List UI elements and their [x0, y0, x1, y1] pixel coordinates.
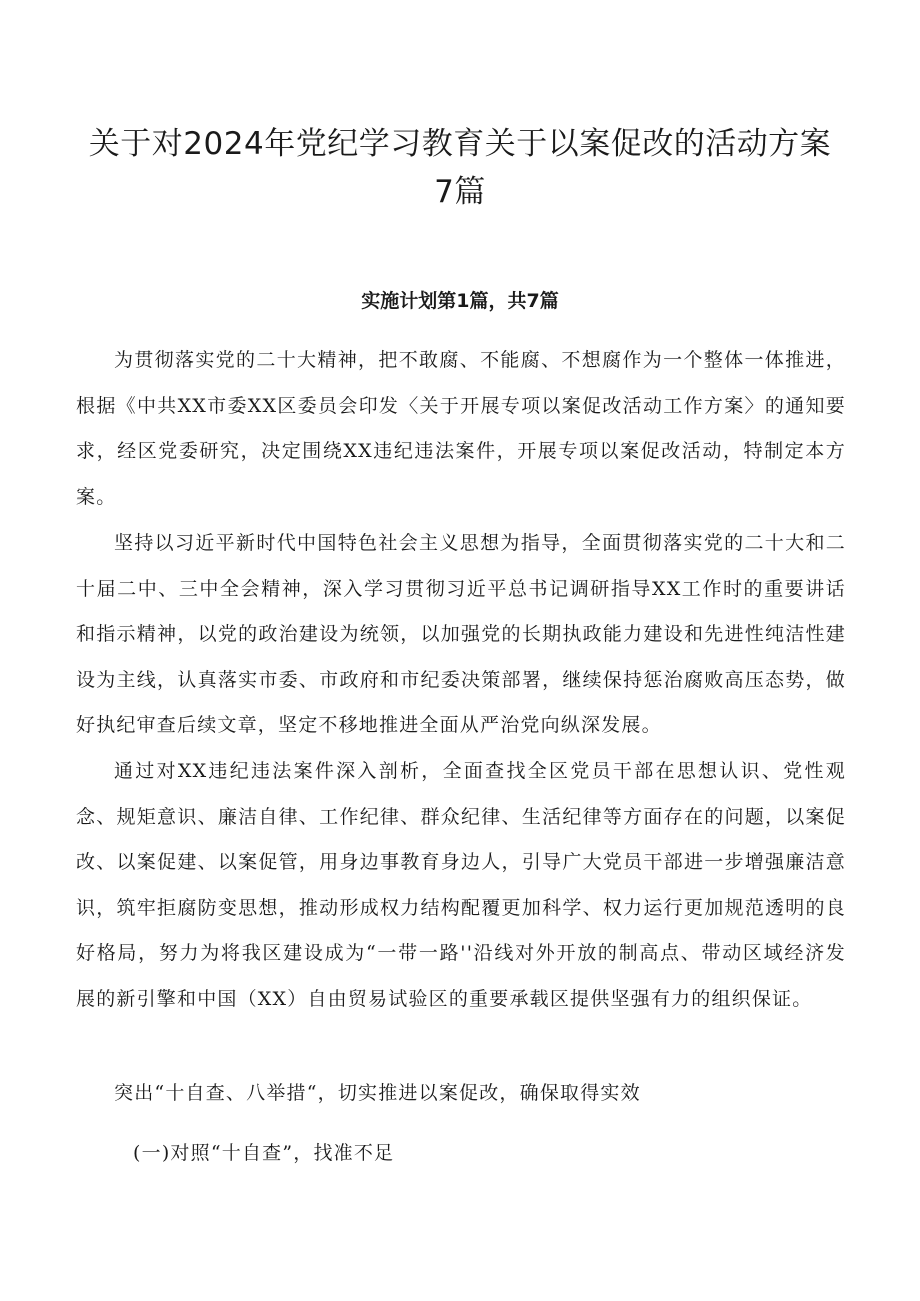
document-title: 关于对2024年党纪学习教育关于以案促改的活动方案7篇 [88, 126, 832, 210]
section-heading: 实施计划第1篇，共7篇 [361, 290, 559, 312]
paragraph-measures-heading: 突出“十自查、八举措“，切实推进以案促改，确保取得实效 [114, 1082, 641, 1104]
paragraph-subheading: (一)对照“十自查”，找准不足 [133, 1142, 395, 1164]
paragraph-purpose: 为贯彻落实党的二十大精神，把不敢腐、不能腐、不想腐作为一个整体一体推进，根据《中共XX市委XX区委员会印发〈关于开展专项以案促改活动工作方案〉的通知要求，经区党委研究，决定围绕XX违纪违法案件，开展专项以案促改活动，特制定本方案。 [76, 349, 846, 508]
paragraph-guiding-ideology: 坚持以习近平新时代中国特色社会主义思想为指导，全面贯彻落实党的二十大和二十届二中、三中全会精神，深入学习贯彻习近平总书记调研指导XX工作时的重要讲话和指示精神，以党的政治建设为统领，以加强党的长期执政能力建设和先进性纯洁性建设为主线，认真落实市委、市政府和市纪委决策部署，继续保持惩治腐败高压态势，做好执纪审查后续文章，坚定不移地推进全面从严治党向纵深发展。 [76, 532, 846, 736]
paragraph-goals: 通过对XX违纪违法案件深入剖析，全面查找全区党员干部在思想认识、党性观念、规矩意识、廉洁自律、工作纪律、群众纪律、生活纪律等方面存在的问题，以案促改、以案促建、以案促管，用身边事教育身边人，引导广大党员干部进一步增强廉洁意识，筑牢拒腐防变思想，推动形成权力结构配覆更加科学、权力运行更加规范透明的良好格局，努力为将我区建设成为“一带一路''沿线对外开放的制高点、带动区域经济发展的新引擎和中国（XX）自由贸易试验区的重要承载区提供坚强有力的组织保证。 [76, 760, 846, 1010]
